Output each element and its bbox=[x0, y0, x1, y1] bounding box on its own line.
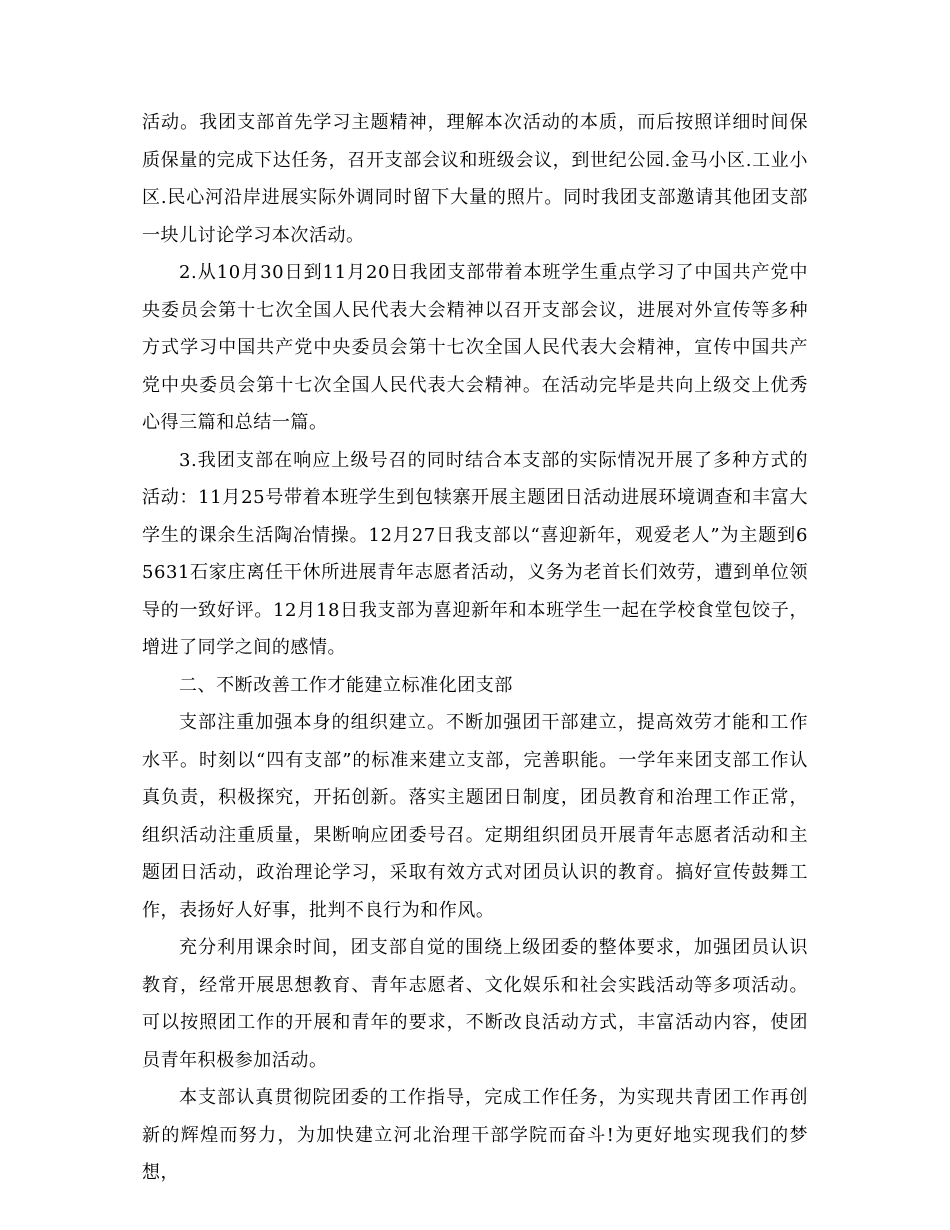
section-heading-2: 二、不断改善工作才能建立标准化团支部 bbox=[179, 674, 513, 696]
paragraph-item-3: 3.我团支部在响应上级号召的同时结合本支部的实际情况开展了多种方式的活动：11月25号带着本班学生到包犊寨开展主题团日活动进展环境调查和丰富大学生的课余生活陶冶情操。12月27日我支部以“喜迎新年，观爱老人”为主题到65631石家庄离任干休所进展青年志愿者活动，义务为老首长们效劳，遭到单位领导的一致好评。12月18日我支部为喜迎新年和本班学生一起在学校食堂包饺子，增进了同学之间的感情。 bbox=[142, 449, 808, 658]
paragraph-spare-time: 充分利用课余时间，团支部自觉的围绕上级团委的整体要求，加强团员认识教育，经常开展思想教育、青年志愿者、文化娱乐和社会实践活动等多项活动。可以按照团工作的开展和青年的要求，不断改良活动方式，丰富活动内容，使团员青年积极参加活动。 bbox=[142, 937, 808, 1071]
paragraph-closing: 本支部认真贯彻院团委的工作指导，完成工作任务，为实现共青团工作再创新的辉煌而努力，为加快建立河北治理干部学院而奋斗!为更好地实现我们的梦想， bbox=[142, 1087, 808, 1183]
paragraph-item-2: 2.从10月30日到11月20日我团支部带着本班学生重点学习了中国共产党中央委员会第十七次全国人民代表大会精神以召开支部会议，进展对外宣传等多种方式学习中国共产党中央委员会第十七次全国人民代表大会精神，宣传中国共产党中央委员会第十七次全国人民代表大会精神。在活动完毕是共向上级交上优秀心得三篇和总结一篇。 bbox=[142, 262, 808, 433]
paragraph-activity-summary: 活动。我团支部首先学习主题精神，理解本次活动的本质，而后按照详细时间保质保量的完成下达任务，召开支部会议和班级会议，到世纪公园.金马小区.工业小区.民心河沿岸进展实际外调同时留下大量的照片。同时我团支部邀请其他团支部一块儿讨论学习本次活动。 bbox=[142, 112, 808, 246]
document-page bbox=[142, 104, 808, 1192]
paragraph-organization: 支部注重加强本身的组织建立。不断加强团干部建立，提高效劳才能和工作水平。时刻以“四有支部”的标准来建立支部，完善职能。一学年来团支部工作认真负责，积极探究，开拓创新。落实主题团日制度，团员教育和治理工作正常，组织活动注重质量，果断响应团委号召。定期组织团员开展青年志愿者活动和主题团日活动，政治理论学习，采取有效方式对团员认识的教育。搞好宣传鼓舞工作，表扬好人好事，批判不良行为和作风。 bbox=[142, 712, 808, 921]
